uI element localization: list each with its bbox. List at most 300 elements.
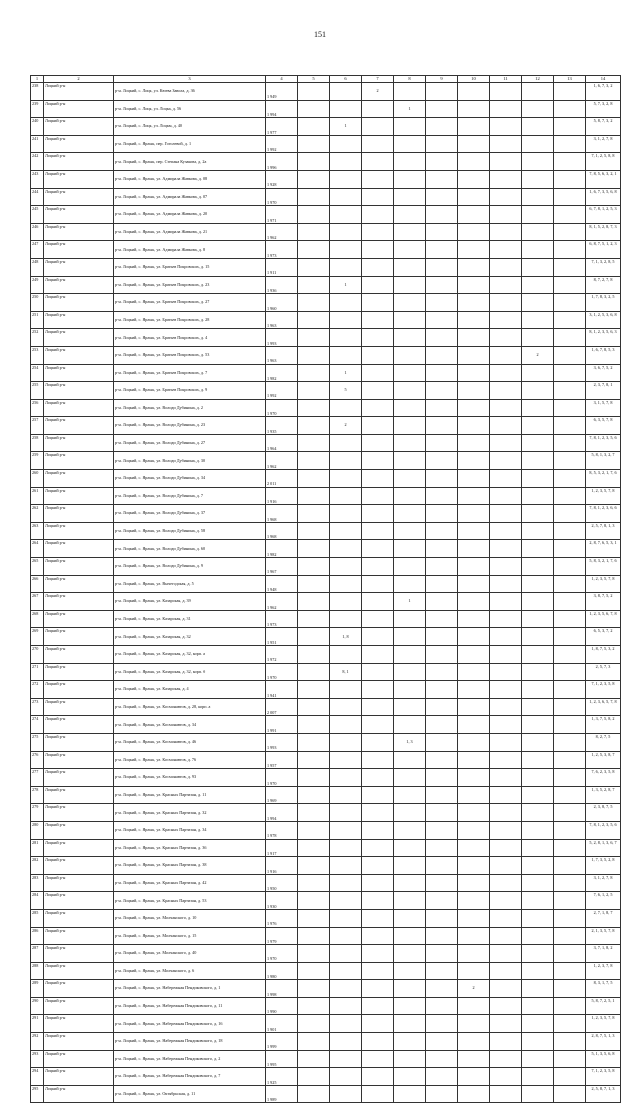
cell-c8	[394, 980, 426, 998]
cell-c6	[330, 874, 362, 892]
cell-n: 279	[31, 804, 44, 822]
cell-district: Лоцкий р-н	[44, 628, 114, 646]
cell-c11	[490, 346, 522, 364]
cell-year: 1 948	[266, 575, 298, 593]
cell-c10	[458, 628, 490, 646]
cell-year: 1 969	[266, 786, 298, 804]
cell-year: 1 962	[266, 593, 298, 611]
cell-c8	[394, 540, 426, 558]
cell-n: 281	[31, 839, 44, 857]
cell-c14: 2, 3, 8, 7, 5	[586, 804, 621, 822]
cell-district: Лоцкий р-н	[44, 470, 114, 488]
cell-c8	[394, 276, 426, 294]
cell-c9	[426, 945, 458, 963]
table-row	[31, 909, 621, 927]
cell-c10	[458, 83, 490, 101]
cell-c12: 2	[522, 346, 554, 364]
cell-district: Лоцкий р-н	[44, 1068, 114, 1086]
cell-c8	[394, 892, 426, 910]
cell-c12	[522, 945, 554, 963]
cell-c12	[522, 540, 554, 558]
cell-c7	[362, 733, 394, 751]
cell-address: р-н. Лоцкий, с. Ярлык, ул. Красных Партизан, д. 34	[114, 821, 266, 839]
cell-c12	[522, 821, 554, 839]
cell-c6	[330, 786, 362, 804]
cell-c8	[394, 681, 426, 699]
cell-c10	[458, 294, 490, 312]
cell-c5	[298, 382, 330, 400]
cell-c9	[426, 294, 458, 312]
cell-c11	[490, 434, 522, 452]
cell-address: р-н. Лоцкий, с. Ярлык, ул. Набережная Пендиковского, д. 16	[114, 1015, 266, 1033]
cell-c6	[330, 681, 362, 699]
cell-c6	[330, 1050, 362, 1068]
cell-c12	[522, 751, 554, 769]
cell-c11	[490, 100, 522, 118]
cell-c12	[522, 769, 554, 787]
cell-c11	[490, 505, 522, 523]
cell-c12	[522, 874, 554, 892]
cell-c7	[362, 663, 394, 681]
cell-address: р-н. Лоцкий, с. Ярлык, ул. Казарская, д. 31	[114, 610, 266, 628]
cell-c9	[426, 417, 458, 435]
cell-c6	[330, 1015, 362, 1033]
cell-c6	[330, 311, 362, 329]
column-header: 12	[522, 76, 554, 83]
column-header: 4	[266, 76, 298, 83]
cell-c11	[490, 417, 522, 435]
cell-c7	[362, 135, 394, 153]
cell-c14: 6, 8, 7, 5, 1, 2, 3	[586, 241, 621, 259]
cell-c6	[330, 997, 362, 1015]
cell-c5	[298, 681, 330, 699]
cell-c7	[362, 294, 394, 312]
cell-c7	[362, 346, 394, 364]
cell-n: 257	[31, 417, 44, 435]
cell-c14: 2, 1, 3, 5, 7, 8	[586, 927, 621, 945]
cell-n: 274	[31, 716, 44, 734]
cell-c14: 1, 6, 7, 3, 2	[586, 83, 621, 101]
cell-c12	[522, 681, 554, 699]
cell-address: р-н. Лоцкий, с. Ярлык, пер. Степана Кузакова, д. 2а	[114, 153, 266, 171]
cell-district: Лоцкий р-н	[44, 804, 114, 822]
cell-district: Лоцкий р-н	[44, 83, 114, 101]
cell-c6	[330, 980, 362, 998]
cell-district: Лоцкий р-н	[44, 540, 114, 558]
cell-c9	[426, 206, 458, 224]
table-row	[31, 1033, 621, 1051]
cell-c6	[330, 1033, 362, 1051]
cell-c8	[394, 610, 426, 628]
cell-c10	[458, 646, 490, 664]
cell-c14: 3, 1, 2, 7, 8	[586, 135, 621, 153]
cell-c6	[330, 399, 362, 417]
cell-n: 269	[31, 628, 44, 646]
cell-c6	[330, 698, 362, 716]
cell-c12	[522, 434, 554, 452]
cell-c8	[394, 118, 426, 136]
cell-c12	[522, 962, 554, 980]
cell-c13	[554, 276, 586, 294]
cell-c7	[362, 311, 394, 329]
cell-c11	[490, 522, 522, 540]
cell-c13	[554, 1050, 586, 1068]
cell-n: 275	[31, 733, 44, 751]
cell-district: Лоцкий р-н	[44, 188, 114, 206]
cell-c10	[458, 716, 490, 734]
cell-c12	[522, 1050, 554, 1068]
cell-c13	[554, 470, 586, 488]
cell-c5	[298, 874, 330, 892]
table-row	[31, 522, 621, 540]
cell-c9	[426, 258, 458, 276]
cell-n: 241	[31, 135, 44, 153]
cell-c11	[490, 83, 522, 101]
cell-c5	[298, 241, 330, 259]
cell-c13	[554, 206, 586, 224]
cell-district: Лоцкий р-н	[44, 276, 114, 294]
cell-c11	[490, 118, 522, 136]
cell-n: 280	[31, 821, 44, 839]
cell-c7	[362, 804, 394, 822]
cell-address: р-н. Лоцкий, с. Ярлык, ул. Братьев Покровских, д. 28	[114, 311, 266, 329]
cell-c6	[330, 153, 362, 171]
cell-c10	[458, 241, 490, 259]
cell-n: 238	[31, 83, 44, 101]
cell-c13	[554, 505, 586, 523]
cell-c12	[522, 170, 554, 188]
cell-c11	[490, 945, 522, 963]
cell-n: 254	[31, 364, 44, 382]
cell-c12	[522, 382, 554, 400]
cell-year: 1 976	[266, 909, 298, 927]
cell-c13	[554, 153, 586, 171]
cell-district: Лоцкий р-н	[44, 434, 114, 452]
cell-c6	[330, 329, 362, 347]
cell-c10	[458, 276, 490, 294]
cell-district: Лоцкий р-н	[44, 452, 114, 470]
column-header: 11	[490, 76, 522, 83]
cell-c5	[298, 540, 330, 558]
cell-c14: 8, 2, 7, 5	[586, 733, 621, 751]
cell-c12	[522, 135, 554, 153]
cell-c5	[298, 434, 330, 452]
cell-district: Лоцкий р-н	[44, 1085, 114, 1103]
table-row	[31, 311, 621, 329]
table-row	[31, 452, 621, 470]
cell-district: Лоцкий р-н	[44, 311, 114, 329]
cell-c9	[426, 540, 458, 558]
cell-c9	[426, 135, 458, 153]
cell-c6	[330, 470, 362, 488]
cell-c8: 1, 3	[394, 733, 426, 751]
cell-c5	[298, 329, 330, 347]
cell-c12	[522, 716, 554, 734]
cell-c13	[554, 997, 586, 1015]
cell-c5	[298, 188, 330, 206]
cell-c9	[426, 434, 458, 452]
cell-district: Лоцкий р-н	[44, 716, 114, 734]
cell-c11	[490, 1085, 522, 1103]
cell-district: Лоцкий р-н	[44, 100, 114, 118]
cell-c7	[362, 452, 394, 470]
cell-c6	[330, 540, 362, 558]
cell-c7	[362, 329, 394, 347]
cell-c13	[554, 857, 586, 875]
cell-c8	[394, 1015, 426, 1033]
cell-c9	[426, 83, 458, 101]
table-row	[31, 945, 621, 963]
cell-c6	[330, 487, 362, 505]
cell-year: 1 949	[266, 83, 298, 101]
cell-c7	[362, 610, 394, 628]
table-row	[31, 294, 621, 312]
cell-c12	[522, 241, 554, 259]
cell-c6	[330, 206, 362, 224]
cell-c6: 1	[330, 118, 362, 136]
cell-year: 1 967	[266, 558, 298, 576]
cell-c12	[522, 628, 554, 646]
cell-c11	[490, 487, 522, 505]
cell-c9	[426, 733, 458, 751]
cell-c10	[458, 1015, 490, 1033]
cell-c5	[298, 909, 330, 927]
cell-c9	[426, 962, 458, 980]
cell-c13	[554, 294, 586, 312]
cell-year: 1 992	[266, 135, 298, 153]
table-row	[31, 258, 621, 276]
cell-c8	[394, 751, 426, 769]
cell-c5	[298, 505, 330, 523]
cell-c14: 1, 7, 3, 5, 2, 8	[586, 857, 621, 875]
cell-c13	[554, 487, 586, 505]
table-row	[31, 575, 621, 593]
cell-c10	[458, 1050, 490, 1068]
cell-address: р-н. Лоцкий, с. Ярлык, ул. Володи Дубинина, д. 60	[114, 540, 266, 558]
cell-district: Лоцкий р-н	[44, 962, 114, 980]
cell-c5	[298, 610, 330, 628]
cell-c9	[426, 698, 458, 716]
cell-c7	[362, 1050, 394, 1068]
cell-n: 239	[31, 100, 44, 118]
cell-year: 1 911	[266, 258, 298, 276]
cell-c5	[298, 769, 330, 787]
cell-district: Лоцкий р-н	[44, 593, 114, 611]
table-row	[31, 593, 621, 611]
cell-c10	[458, 733, 490, 751]
cell-c13	[554, 646, 586, 664]
cell-c14: 1, 8, 7, 5, 3, 2	[586, 646, 621, 664]
cell-c6	[330, 769, 362, 787]
cell-address: р-н. Лоцкий, с. Ярлык, ул. Красных Партизан, д. 36	[114, 839, 266, 857]
cell-c8	[394, 470, 426, 488]
cell-c8	[394, 962, 426, 980]
cell-c12	[522, 646, 554, 664]
cell-year: 1 977	[266, 118, 298, 136]
cell-c11	[490, 1068, 522, 1086]
cell-n: 286	[31, 927, 44, 945]
cell-c14: 5, 8, 7, 2, 5, 1	[586, 997, 621, 1015]
cell-n: 282	[31, 857, 44, 875]
cell-c13	[554, 311, 586, 329]
cell-c13	[554, 170, 586, 188]
cell-c9	[426, 364, 458, 382]
cell-c9	[426, 170, 458, 188]
cell-c13	[554, 628, 586, 646]
cell-n: 292	[31, 1033, 44, 1051]
cell-c9	[426, 311, 458, 329]
cell-c5	[298, 294, 330, 312]
cell-c13	[554, 135, 586, 153]
cell-c12	[522, 857, 554, 875]
cell-c6	[330, 646, 362, 664]
cell-c8	[394, 346, 426, 364]
cell-n: 283	[31, 874, 44, 892]
cell-c11	[490, 698, 522, 716]
cell-c6	[330, 892, 362, 910]
cell-c13	[554, 346, 586, 364]
cell-c5	[298, 558, 330, 576]
cell-address: р-н. Лоцкий, с. Лоцк, ул. Лоцка, д. 56	[114, 100, 266, 118]
cell-c8	[394, 769, 426, 787]
cell-c7	[362, 997, 394, 1015]
table-row	[31, 997, 621, 1015]
cell-address: р-н. Лоцкий, с. Ярлык, ул. Адмирала Жавкова, д. 08	[114, 170, 266, 188]
cell-address: р-н. Лоцкий, с. Ярлык, ул. Красных Партизан, д. 38	[114, 857, 266, 875]
cell-n: 240	[31, 118, 44, 136]
cell-c7	[362, 1033, 394, 1051]
cell-year: 1 970	[266, 945, 298, 963]
cell-address: р-н. Лоцкий, с. Ярлык, ул. Набережная Пендиковского, д. 18	[114, 1033, 266, 1051]
cell-c9	[426, 1085, 458, 1103]
cell-c9	[426, 1015, 458, 1033]
cell-c5	[298, 962, 330, 980]
cell-c7	[362, 258, 394, 276]
cell-c8	[394, 258, 426, 276]
cell-n: 271	[31, 663, 44, 681]
cell-c8: 1	[394, 593, 426, 611]
cell-c13	[554, 751, 586, 769]
table-row	[31, 628, 621, 646]
cell-c13	[554, 417, 586, 435]
cell-c7	[362, 522, 394, 540]
cell-c14: 5, 2, 8, 1, 3, 6, 7	[586, 839, 621, 857]
cell-c6	[330, 945, 362, 963]
cell-c13	[554, 733, 586, 751]
cell-address: р-н. Лоцкий, с. Ярлык, ул. Братьев Покровских, д. 9	[114, 382, 266, 400]
page-number: 151	[314, 30, 326, 39]
cell-c10	[458, 927, 490, 945]
cell-c5	[298, 311, 330, 329]
cell-c14: 7, 8, 5, 6, 3, 2, 1	[586, 170, 621, 188]
table-row	[31, 329, 621, 347]
cell-c8	[394, 927, 426, 945]
column-header: 10	[458, 76, 490, 83]
cell-c6	[330, 733, 362, 751]
cell-n: 242	[31, 153, 44, 171]
cell-c7	[362, 188, 394, 206]
table-body	[31, 83, 621, 1103]
cell-c13	[554, 399, 586, 417]
cell-c11	[490, 733, 522, 751]
cell-district: Лоцкий р-н	[44, 857, 114, 875]
cell-c14: 2, 7, 1, 8, 7	[586, 909, 621, 927]
cell-c10	[458, 874, 490, 892]
cell-c12	[522, 329, 554, 347]
cell-n: 263	[31, 522, 44, 540]
cell-c7	[362, 399, 394, 417]
cell-district: Лоцкий р-н	[44, 821, 114, 839]
cell-district: Лоцкий р-н	[44, 874, 114, 892]
cell-c7	[362, 223, 394, 241]
cell-year: 1 992	[266, 382, 298, 400]
table-row	[31, 646, 621, 664]
cell-c13	[554, 100, 586, 118]
cell-c14: 2, 5, 7, 3	[586, 663, 621, 681]
cell-c11	[490, 276, 522, 294]
cell-c14: 7, 6, 2, 3, 5, 8	[586, 769, 621, 787]
cell-c10	[458, 839, 490, 857]
cell-address: р-н. Лоцкий, с. Ярлык, ул. Красных Партизан, д. 42	[114, 874, 266, 892]
cell-c11	[490, 575, 522, 593]
cell-district: Лоцкий р-н	[44, 135, 114, 153]
cell-year: 1 996	[266, 153, 298, 171]
cell-c5	[298, 663, 330, 681]
table-row	[31, 962, 621, 980]
cell-c10	[458, 575, 490, 593]
register-table	[30, 75, 621, 1103]
cell-c7	[362, 980, 394, 998]
cell-c7	[362, 628, 394, 646]
cell-c12	[522, 1033, 554, 1051]
cell-c14: 2, 8, 7, 5, 1, 3	[586, 1033, 621, 1051]
cell-c7	[362, 909, 394, 927]
cell-c10	[458, 470, 490, 488]
cell-year: 1 995	[266, 1050, 298, 1068]
cell-c12	[522, 927, 554, 945]
cell-c9	[426, 909, 458, 927]
cell-c7	[362, 540, 394, 558]
cell-c14: 1, 2, 3, 5, 6, 7, 8	[586, 610, 621, 628]
table-row	[31, 223, 621, 241]
cell-c13	[554, 874, 586, 892]
cell-c14: 1, 2, 3, 6, 5, 7, 8	[586, 698, 621, 716]
cell-district: Лоцкий р-н	[44, 663, 114, 681]
cell-c12	[522, 593, 554, 611]
cell-address: р-н. Лоцкий, с. Ярлык, ул. Казарская, д. 39	[114, 593, 266, 611]
cell-c14: 7, 1, 2, 3, 5, 8	[586, 681, 621, 699]
cell-n: 290	[31, 997, 44, 1015]
column-header: 7	[362, 76, 394, 83]
table-row	[31, 874, 621, 892]
cell-c7	[362, 751, 394, 769]
cell-n: 261	[31, 487, 44, 505]
cell-c10	[458, 1033, 490, 1051]
cell-c14: 1, 2, 3, 7, 8	[586, 962, 621, 980]
column-header: 2	[44, 76, 114, 83]
cell-c5	[298, 698, 330, 716]
cell-n: 276	[31, 751, 44, 769]
cell-c14: 5, 8, 3, 2, 1, 7, 6	[586, 558, 621, 576]
cell-c9	[426, 575, 458, 593]
cell-c14: 3, 1, 2, 7, 8	[586, 874, 621, 892]
cell-n: 262	[31, 505, 44, 523]
cell-c9	[426, 276, 458, 294]
cell-address: р-н. Лоцкий, с. Ярлык, ул. Космонавтов, д. 76	[114, 751, 266, 769]
cell-c11	[490, 593, 522, 611]
cell-c13	[554, 1085, 586, 1103]
cell-address: р-н. Лоцкий, с. Ярлык, ул. Братьев Покровских, д. 7	[114, 364, 266, 382]
